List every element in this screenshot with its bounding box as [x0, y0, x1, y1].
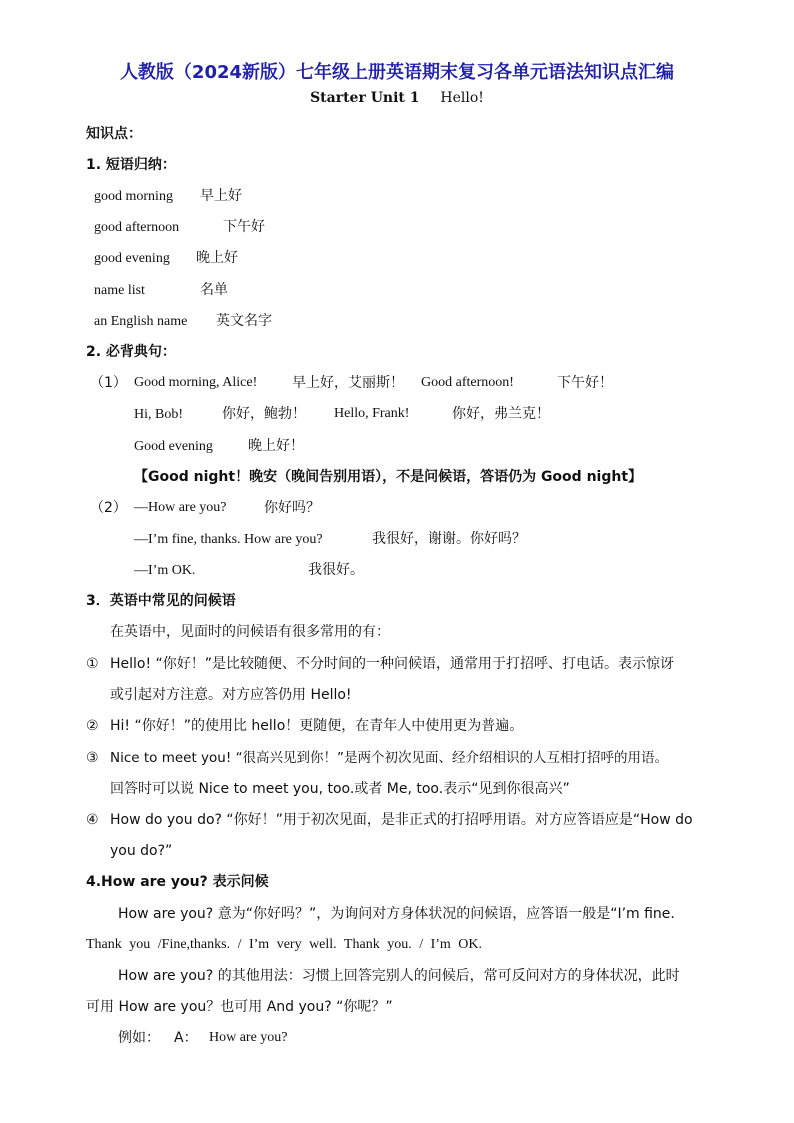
sentence-en: —How are you?: [134, 500, 227, 515]
phrase-zh: 英文名字: [216, 313, 272, 329]
list-text: 或引起对方注意。对方应答仍用 Hello!: [110, 687, 352, 703]
list-mark: ②: [86, 718, 99, 734]
sentence-en: —I’m fine, thanks. How are you?: [134, 532, 323, 547]
section2-heading: 2. 必背典句：: [86, 344, 176, 360]
sentence-row: [134, 560, 364, 581]
sentence-zh: 你好，鲍勃！: [222, 406, 306, 422]
sentence-en: Good morning, Alice!: [134, 375, 258, 390]
sentence-row: [134, 404, 550, 425]
example-label: 例如：: [118, 1030, 160, 1046]
phrase-row: [94, 311, 272, 332]
unit-subtitle: [0, 90, 794, 106]
sentence-row: [134, 436, 304, 457]
sentence-en: Hi, Bob!: [134, 407, 183, 422]
example-speaker: A：: [174, 1030, 198, 1046]
phrase-zh: 晚上好: [196, 250, 238, 266]
unit-name: Hello!: [440, 90, 484, 106]
knowledge-heading: 知识点：: [86, 126, 142, 142]
sentence-zh: 我很好，谢谢。你好吗？: [372, 531, 526, 547]
example-text: How are you?: [209, 1030, 288, 1045]
sentence-en: —I’m OK.: [134, 563, 196, 578]
paragraph-line: 可用 How are you？也可用 And you? “你呢？”: [86, 999, 393, 1015]
phrase-zh: 下午好: [223, 219, 265, 235]
sentence-zh: 你好，弗兰克！: [452, 406, 550, 422]
phrase-row: [94, 280, 228, 301]
paragraph-line: Thank you /Fine,thanks. / I’m very well. Thank you. / I’m OK.: [86, 937, 483, 952]
phrase-row: [94, 217, 265, 238]
section3-heading: 3．英语中常见的问候语: [86, 593, 236, 609]
sentence-zh: 我很好。: [308, 562, 364, 578]
phrase-zh: 早上好: [200, 188, 242, 204]
phrase-row: [94, 248, 238, 269]
list-text: Nice to meet you! “很高兴见到你！”是两个初次见面、经介绍相识的人互相打招呼的用语。: [110, 750, 669, 766]
unit-label: Starter Unit 1: [310, 90, 420, 106]
sentence-zh: 早上好，艾丽斯！: [292, 375, 404, 391]
list-text: Hi! “你好！”的使用比 hello！更随便，在青年人中使用更为普遍。: [110, 718, 524, 734]
item-number: （2）: [90, 500, 127, 516]
phrase-zh: 名单: [200, 282, 228, 298]
item-number: （1）: [90, 375, 127, 391]
example-row: [118, 1028, 288, 1048]
phrase-row: [94, 186, 242, 207]
phrase-en: an English name: [94, 314, 188, 329]
sentence-row: [90, 373, 613, 393]
sentence-en: Good evening: [134, 439, 213, 454]
phrase-en: good evening: [94, 251, 170, 266]
sentence-zh: 你好吗？: [264, 500, 320, 516]
phrase-en: good morning: [94, 189, 173, 204]
phrase-en: name list: [94, 283, 145, 298]
list-mark: ③: [86, 750, 99, 766]
sentence-zh: 下午好！: [557, 375, 613, 391]
paragraph-line: How are you? 意为“你好吗？”，为询问对方身体状况的问候语，应答语一般是“I’m fine.: [118, 906, 675, 922]
sentence-en: Hello, Frank!: [334, 406, 410, 421]
list-mark: ④: [86, 812, 99, 828]
sentence-row: [134, 529, 526, 550]
good-night-note: 【Good night！晚安（晚间告别用语），不是问候语，答语仍为 Good night】: [134, 469, 643, 485]
phrase-en: good afternoon: [94, 220, 180, 235]
sentence-en: Good afternoon!: [421, 375, 514, 390]
list-mark: ①: [86, 656, 99, 672]
list-text: Hello! “你好！”是比较随便、不分时间的一种问候语，通常用于打招呼、打电话。表示惊讶: [110, 656, 675, 672]
sentence-row: [90, 498, 320, 518]
section3-intro: 在英语中，见面时的问候语有很多常用的有：: [110, 624, 390, 640]
list-text: you do?”: [110, 843, 173, 859]
sentence-zh: 晚上好！: [248, 438, 304, 454]
section4-heading: 4.How are you? 表示问候: [86, 874, 269, 890]
list-text: 回答时可以说 Nice to meet you, too.或者 Me, too.表示“见到你很高兴”: [110, 781, 570, 797]
list-text: How do you do? “你好！”用于初次见面，是非正式的打招呼用语。对方应答语应是“How do: [110, 812, 693, 828]
paragraph-line: How are you? 的其他用法：习惯上回答完别人的问候后，常可反问对方的身体状况，此时: [118, 968, 680, 984]
section1-heading: 1. 短语归纳：: [86, 157, 176, 173]
document-title: 人教版（2024新版）七年级上册英语期末复习各单元语法知识点汇编: [119, 62, 675, 83]
